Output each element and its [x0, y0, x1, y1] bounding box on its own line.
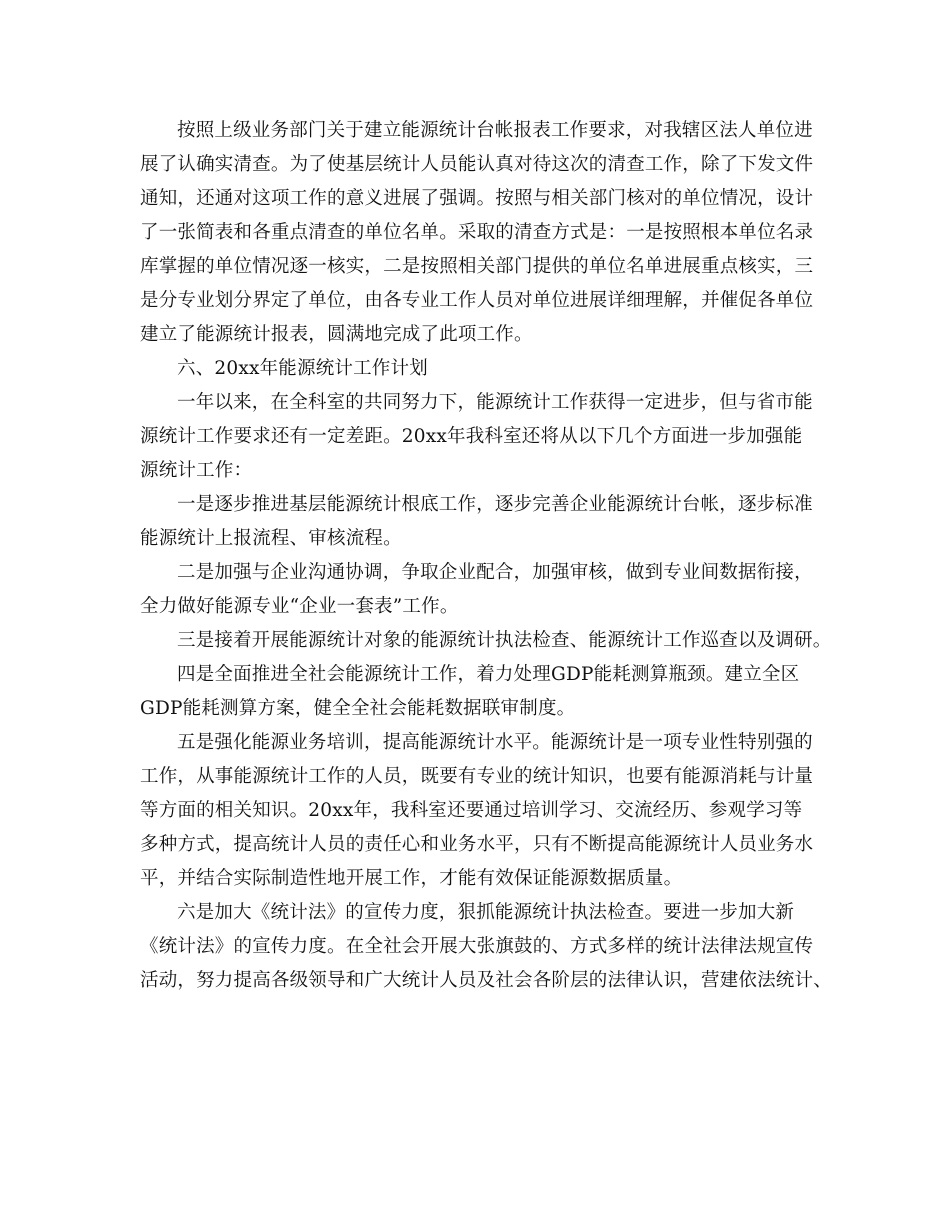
- text-line: 四是全面推进全社会能源统计工作，着力处理GDP能耗测算瓶颈。建立全区: [177, 664, 800, 685]
- text-line: 工作，从事能源统计工作的人员，既要有专业的统计知识，也要有能源消耗与计量: [140, 766, 814, 787]
- text-line: 了一张简表和各重点清查的单位名单。采取的清查方式是：一是按照根本单位名录: [140, 222, 814, 243]
- text-line: 按照上级业务部门关于建立能源统计台帐报表工作要求，对我辖区法人单位进: [177, 120, 813, 141]
- text-line: 源统计工作要求还有一定差距。20xx年我科室还将从以下几个方面进一步加强能: [140, 426, 803, 447]
- section-heading: 六、20xx年能源统计工作计划: [177, 358, 428, 379]
- text-line: 等方面的相关知识。20xx年，我科室还要通过培训学习、交流经历、参观学习等: [140, 800, 803, 821]
- text-line: GDP能耗测算方案，健全全社会能耗数据联审制度。: [140, 698, 576, 719]
- text-line: 展了认确实清查。为了使基层统计人员能认真对待这次的清查工作，除了下发文件: [140, 154, 814, 175]
- text-line: 建立了能源统计报表，圆满地完成了此项工作。: [140, 324, 533, 345]
- text-line: 一年以来，在全科室的共同努力下，能源统计工作获得一定进步，但与省市能: [177, 392, 813, 413]
- text-line: 一是逐步推进基层能源统计根底工作，逐步完善企业能源统计台帐，逐步标准: [177, 494, 813, 515]
- text-line: 《统计法》的宣传力度。在全社会开展大张旗鼓的、方式多样的统计法律法规宣传: [140, 936, 814, 957]
- text-line: 全力做好能源专业“企业一套表”工作。: [140, 596, 459, 617]
- text-line: 三是接着开展能源统计对象的能源统计执法检查、能源统计工作巡查以及调研。: [177, 630, 832, 651]
- text-line: 能源统计上报流程、审核流程。: [140, 528, 402, 549]
- text-line: 六是加大《统计法》的宣传力度，狠抓能源统计执法检查。要进一步加大新: [177, 902, 795, 923]
- text-line: 活动，努力提高各级领导和广大统计人员及社会各阶层的法律认识，营建依法统计、: [140, 970, 832, 991]
- text-line: 多种方式，提高统计人员的责任心和业务水平，只有不断提高能源统计人员业务水: [140, 834, 814, 855]
- text-line: 源统计工作：: [140, 460, 253, 481]
- text-line: 是分专业划分界定了单位，由各专业工作人员对单位进展详细理解，并催促各单位: [140, 290, 814, 311]
- text-line: 平，并结合实际制造性地开展工作，才能有效保证能源数据质量。: [140, 868, 683, 889]
- text-line: 通知，还通对这项工作的意义进展了强调。按照与相关部门核对的单位情况，设计: [140, 188, 814, 209]
- text-line: 二是加强与企业沟通协调，争取企业配合，加强审核，做到专业间数据衔接，: [177, 562, 813, 583]
- text-line: 五是强化能源业务培训，提高能源统计水平。能源统计是一项专业性特别强的: [177, 732, 813, 753]
- text-line: 库掌握的单位情况逐一核实，二是按照相关部门提供的单位名单进展重点核实，三: [140, 256, 814, 277]
